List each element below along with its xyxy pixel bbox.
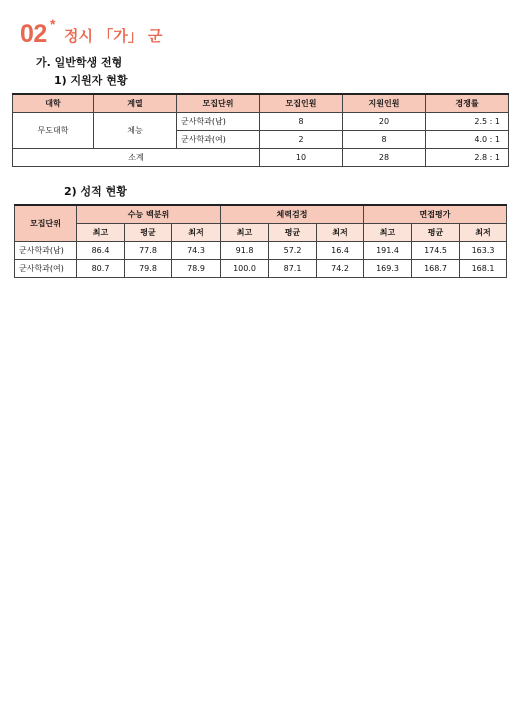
- applicant-status-table: [12, 93, 509, 167]
- value-cell: 78.9: [172, 260, 221, 278]
- subheader-avg: 평균: [412, 224, 460, 242]
- value-cell: 86.4: [77, 242, 125, 260]
- score-status-table: [14, 204, 507, 278]
- col-header-field: 계열: [94, 94, 177, 113]
- university-cell: 무도대학: [13, 113, 94, 149]
- subheader-min: 최저: [172, 224, 221, 242]
- col-header-quota: 모집인원: [260, 94, 343, 113]
- subheader-min: 최저: [317, 224, 364, 242]
- value-cell: 168.7: [412, 260, 460, 278]
- value-cell: 100.0: [221, 260, 269, 278]
- section-1-title: 1) 지원자 현황: [54, 74, 128, 87]
- value-cell: 74.3: [172, 242, 221, 260]
- rate-cell: 2.5 : 1: [426, 113, 509, 131]
- unit-cell: 군사학과(남): [15, 242, 77, 260]
- section-a-title: 가. 일반학생 전형: [36, 56, 123, 69]
- value-cell: 74.2: [317, 260, 364, 278]
- subheader-max: 최고: [364, 224, 412, 242]
- applicants-cell: 20: [343, 113, 426, 131]
- col-header-unit: 모집단위: [177, 94, 260, 113]
- section-number: 02: [20, 20, 47, 48]
- subheader-avg: 평균: [269, 224, 317, 242]
- subheader-avg: 평균: [125, 224, 172, 242]
- unit-cell: 군사학과(여): [15, 260, 77, 278]
- star-mark: *: [50, 16, 56, 32]
- rate-cell: 4.0 : 1: [426, 131, 509, 149]
- table-row: [13, 113, 509, 131]
- subheader-max: 최고: [221, 224, 269, 242]
- group-header-fitness: 체력검정: [221, 205, 364, 224]
- value-cell: 79.8: [125, 260, 172, 278]
- quota-cell: 8: [260, 113, 343, 131]
- value-cell: 87.1: [269, 260, 317, 278]
- value-cell: 91.8: [221, 242, 269, 260]
- col-header-rate: 경쟁률: [426, 94, 509, 113]
- table-row: [15, 242, 507, 260]
- subheader-min: 최저: [460, 224, 507, 242]
- unit-cell: 군사학과(여): [177, 131, 260, 149]
- unit-cell: 군사학과(남): [177, 113, 260, 131]
- subtotal-row: [13, 149, 509, 167]
- value-cell: 77.8: [125, 242, 172, 260]
- subtotal-applicants: 28: [343, 149, 426, 167]
- table-row: [15, 260, 507, 278]
- value-cell: 57.2: [269, 242, 317, 260]
- subtotal-rate: 2.8 : 1: [426, 149, 509, 167]
- value-cell: 174.5: [412, 242, 460, 260]
- subtotal-quota: 10: [260, 149, 343, 167]
- applicants-cell: 8: [343, 131, 426, 149]
- value-cell: 191.4: [364, 242, 412, 260]
- value-cell: 169.3: [364, 260, 412, 278]
- header-title: 정시 「가」 군: [64, 27, 163, 45]
- subheader-max: 최고: [77, 224, 125, 242]
- col-header-applicants: 지원인원: [343, 94, 426, 113]
- col-header-university: 대학: [13, 94, 94, 113]
- value-cell: 168.1: [460, 260, 507, 278]
- group-header-interview: 면접평가: [364, 205, 507, 224]
- section-2-title: 2) 성적 현황: [64, 185, 127, 198]
- value-cell: 163.3: [460, 242, 507, 260]
- subtotal-label: 소계: [13, 149, 260, 167]
- value-cell: 16.4: [317, 242, 364, 260]
- value-cell: 80.7: [77, 260, 125, 278]
- quota-cell: 2: [260, 131, 343, 149]
- col-header-unit: 모집단위: [15, 205, 77, 242]
- field-cell: 체능: [94, 113, 177, 149]
- group-header-csat: 수능 백분위: [77, 205, 221, 224]
